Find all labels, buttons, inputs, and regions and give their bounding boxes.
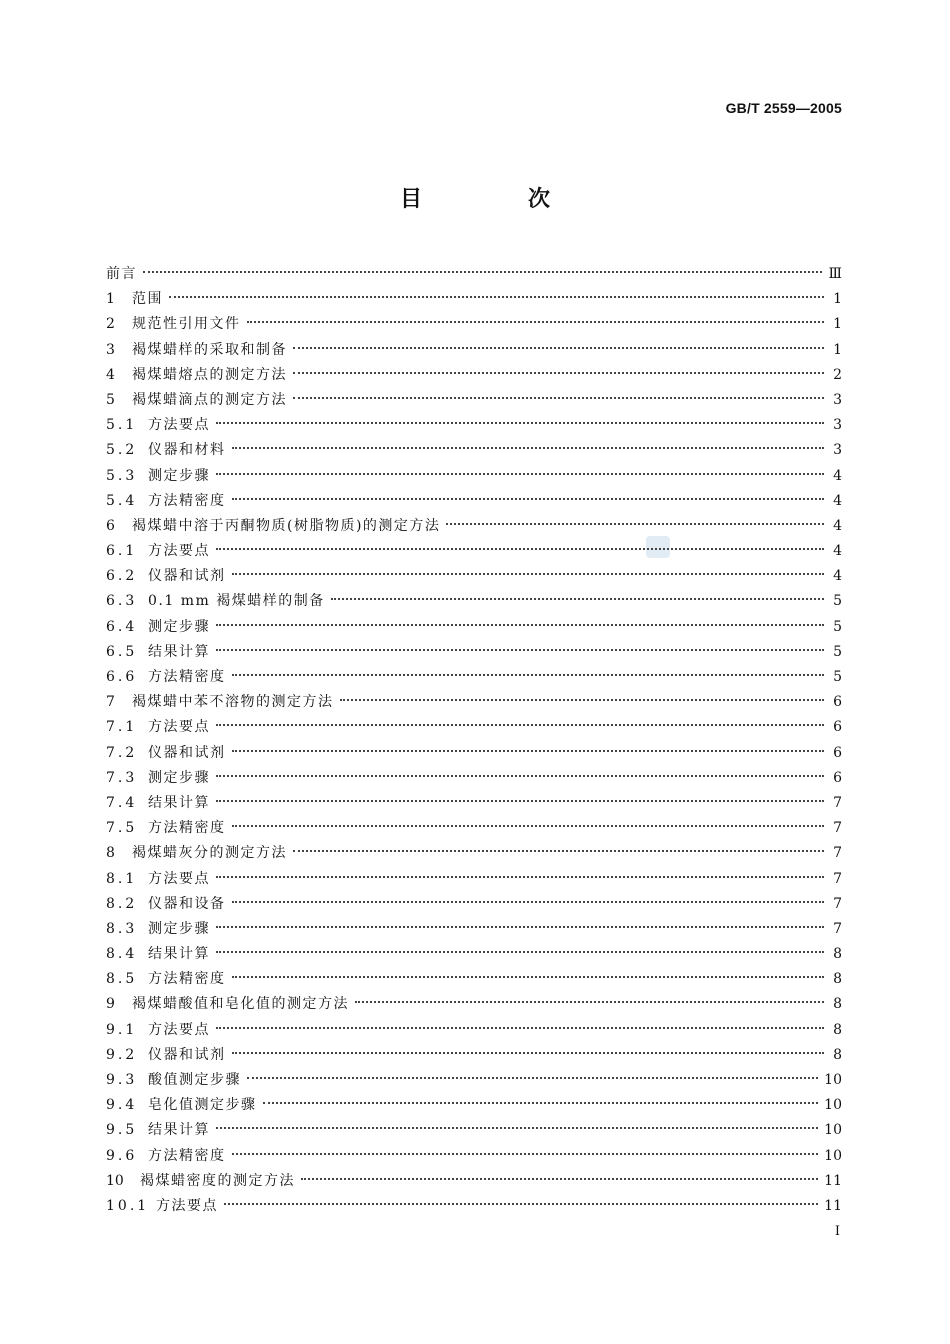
toc-leader-dots	[216, 862, 824, 878]
toc-entry-title: 褐煤蜡滴点的测定方法	[132, 391, 287, 408]
toc-entry-page: 7	[833, 820, 842, 837]
toc-entry-number: 8.4	[106, 946, 138, 963]
toc-entry-number: 6	[106, 517, 115, 534]
toc-entry-title: 仪器和试剂	[148, 1046, 226, 1063]
toc-entry-page: 1	[833, 291, 842, 308]
toc-leader-dots	[232, 559, 825, 575]
toc-entry-page: 7	[833, 920, 842, 937]
toc-entry-page: 8	[833, 1046, 842, 1063]
toc-entry-page: 5	[833, 643, 842, 660]
toc-entry-number: 10	[106, 1172, 124, 1189]
toc-entry-number: 4	[106, 366, 115, 383]
toc-entry-number: 9.3	[106, 1072, 138, 1088]
toc-entry-title: 前言	[106, 266, 137, 282]
toc-entry-number: 6.2	[106, 568, 138, 585]
toc-entry-page: 10	[824, 1122, 842, 1139]
toc-entry-page: 1	[833, 341, 842, 358]
toc-entry-number: 8.5	[106, 971, 138, 988]
toc-entry-number: 5.2	[106, 442, 138, 459]
toc-entry-title: 褐煤蜡酸值和皂化值的测定方法	[132, 996, 349, 1013]
toc-entry-page: 6	[833, 744, 842, 761]
toc-entry-number: 7.1	[106, 719, 138, 736]
toc-entry-number: 9	[106, 996, 115, 1013]
toc-leader-dots	[216, 786, 824, 802]
page-number: I	[834, 1224, 840, 1239]
toc-entry-number: 7.2	[106, 744, 138, 761]
toc-entry-page: 10	[824, 1147, 842, 1164]
toc-leader-dots	[216, 710, 824, 726]
toc-entry-title: 方法精密度	[148, 971, 226, 988]
toc-entry-page: 8	[833, 971, 842, 988]
toc-entry-page: 11	[824, 1197, 842, 1214]
toc-entry-page: 4	[833, 492, 842, 509]
toc-leader-dots	[216, 459, 824, 475]
toc-entry-number: 8	[106, 845, 115, 862]
toc-leader-dots	[169, 282, 824, 298]
toc-entry-title: 方法要点	[148, 870, 210, 887]
toc-entry-number: 5.3	[106, 467, 138, 484]
toc-leader-dots	[216, 1013, 824, 1029]
toc-entry-page: 6	[833, 694, 842, 711]
toc-leader-dots	[232, 433, 825, 449]
page-title: 目 次	[399, 187, 592, 212]
toc-entry-title: 测定步骤	[148, 920, 210, 937]
toc-leader-dots	[232, 1038, 825, 1054]
toc-entry-title: 规范性引用文件	[132, 316, 241, 333]
standard-code: GB/T 2559—2005	[725, 100, 842, 116]
toc-entry-title: 方法精密度	[148, 1147, 226, 1164]
toc-entry-page: 4	[833, 517, 842, 534]
toc-leader-dots	[216, 912, 824, 928]
toc-entry-page: 2	[833, 366, 842, 383]
toc-entry-title: 结果计算	[148, 1122, 210, 1139]
toc-entry-title: 测定步骤	[148, 618, 210, 635]
toc-leader-dots	[232, 887, 825, 903]
toc-leader-dots	[216, 761, 824, 777]
toc-entry-title: 方法精密度	[148, 820, 226, 837]
toc-leader-dots	[143, 257, 822, 273]
toc-entry-title: 酸值测定步骤	[148, 1072, 241, 1088]
toc-leader-dots	[232, 660, 825, 676]
toc-entry-title: 结果计算	[148, 946, 210, 963]
toc-leader-dots	[216, 1113, 818, 1129]
toc-entry-page: 4	[833, 568, 842, 585]
toc-entry-title: 仪器和试剂	[148, 744, 226, 761]
toc-entry-title: 褐煤蜡密度的测定方法	[140, 1172, 295, 1189]
toc-entry-page: 7	[833, 895, 842, 912]
toc-entry-number: 3	[106, 341, 115, 358]
toc-leader-dots	[224, 1189, 818, 1205]
toc-entry-number: 8.1	[106, 870, 138, 887]
toc-leader-dots	[293, 333, 824, 349]
toc-entry-number: 7.3	[106, 769, 138, 786]
toc-entry-page: 10	[824, 1072, 842, 1088]
toc-entry-number: 9.5	[106, 1122, 138, 1139]
toc-leader-dots	[216, 937, 824, 953]
toc-entry-page: 4	[833, 543, 842, 560]
toc-leader-dots	[232, 736, 825, 752]
toc-entry-number: 6.4	[106, 618, 138, 635]
toc-entry-title: 方法要点	[148, 1021, 210, 1038]
toc-entry-number: 10.1	[106, 1197, 150, 1214]
toc-leader-dots	[232, 811, 825, 827]
toc-entry-title: 结果计算	[148, 643, 210, 660]
toc-entry-title: 褐煤蜡中苯不溶物的测定方法	[132, 694, 334, 711]
toc-entry-page: 10	[824, 1097, 842, 1114]
toc-entry-title: 仪器和设备	[148, 895, 226, 912]
toc-entry-page: 6	[833, 769, 842, 786]
toc-entry-number: 2	[106, 316, 115, 333]
toc-entry-title: 皂化值测定步骤	[148, 1097, 257, 1114]
toc-entry-number: 9.6	[106, 1147, 138, 1164]
toc-leader-dots	[216, 534, 824, 550]
toc-leader-dots	[216, 610, 824, 626]
toc-leader-dots	[263, 1088, 819, 1104]
toc-leader-dots	[232, 962, 825, 978]
toc-leader-dots	[340, 685, 825, 701]
toc-entry-page: Ⅲ	[828, 266, 842, 282]
toc-leader-dots	[232, 1139, 819, 1155]
toc-leader-dots	[247, 307, 825, 323]
toc-entry-title: 结果计算	[148, 794, 210, 811]
toc-leader-dots	[247, 1063, 818, 1079]
toc-entry-number: 7.4	[106, 794, 138, 811]
toc-leader-dots	[216, 408, 824, 424]
toc-leader-dots	[293, 383, 824, 399]
toc-entry-number: 9.4	[106, 1097, 138, 1114]
toc-leader-dots	[331, 584, 824, 600]
toc-entry-number: 5	[106, 391, 115, 408]
toc-entry-title: 方法精密度	[148, 669, 226, 685]
toc-entry-number: 8.2	[106, 895, 138, 912]
toc-entry-number: 8.3	[106, 920, 138, 937]
toc-leader-dots	[216, 635, 824, 651]
toc-entry-page: 3	[833, 417, 842, 434]
toc-entry-number: 6.3	[106, 593, 138, 610]
toc-entry-title: 仪器和试剂	[148, 568, 226, 585]
toc-entry-title: 测定步骤	[148, 769, 210, 786]
toc-entry-page: 5	[833, 669, 842, 685]
toc-entry-page: 7	[833, 870, 842, 887]
toc-entry-number: 6.5	[106, 643, 138, 660]
toc-entry-page: 8	[833, 996, 842, 1013]
toc-entry-page: 5	[833, 593, 842, 610]
toc-entry-number: 7.5	[106, 820, 138, 837]
toc-entry-title: 褐煤蜡熔点的测定方法	[132, 366, 287, 383]
toc-entry-page: 4	[833, 467, 842, 484]
toc-entry-number: 1	[106, 291, 115, 308]
toc-entry-title: 褐煤蜡中溶于丙酮物质(树脂物质)的测定方法	[132, 517, 441, 534]
toc-entry-page: 8	[833, 1021, 842, 1038]
toc-entry-page: 3	[833, 391, 842, 408]
toc-entry-title: 褐煤蜡灰分的测定方法	[132, 845, 287, 862]
toc-entry[interactable]	[106, 1194, 842, 1219]
toc-entry-title: 测定步骤	[148, 467, 210, 484]
toc-entry-page: 11	[824, 1172, 842, 1189]
toc-entry-title: 方法要点	[148, 719, 210, 736]
toc-entry-number: 7	[106, 694, 115, 711]
toc-entry-title: 方法要点	[148, 543, 210, 560]
toc-entry-page: 7	[833, 845, 842, 862]
toc-leader-dots	[446, 509, 824, 525]
toc-entry-number: 9.1	[106, 1021, 138, 1038]
toc-entry-number: 5.4	[106, 492, 138, 509]
toc-entry-title: 方法精密度	[148, 492, 226, 509]
toc-entry-page: 6	[833, 719, 842, 736]
toc-entry-number: 6.1	[106, 543, 138, 560]
toc-entry-number: 5.1	[106, 417, 138, 434]
toc-entry-page: 8	[833, 946, 842, 963]
toc-entry-number: 6.6	[106, 669, 138, 685]
toc-leader-dots	[232, 484, 825, 500]
toc-entry-number: 9.2	[106, 1046, 138, 1063]
toc-entry-title: 方法要点	[148, 417, 210, 434]
toc-entry-title: 褐煤蜡样的采取和制备	[132, 341, 287, 358]
toc-entry-page: 1	[833, 316, 842, 333]
toc-leader-dots	[355, 987, 824, 1003]
toc-leader-dots	[301, 1164, 818, 1180]
table-of-contents	[106, 262, 842, 1219]
toc-entry-page: 7	[833, 794, 842, 811]
toc-entry-title: 0.1 mm 褐煤蜡样的制备	[148, 593, 325, 610]
toc-entry-page: 5	[833, 618, 842, 635]
toc-leader-dots	[293, 358, 824, 374]
toc-entry-title: 方法要点	[156, 1197, 218, 1214]
toc-leader-dots	[293, 836, 824, 852]
toc-entry-page: 3	[833, 442, 842, 459]
toc-entry-title: 仪器和材料	[148, 442, 226, 459]
toc-entry-title: 范围	[132, 291, 163, 308]
